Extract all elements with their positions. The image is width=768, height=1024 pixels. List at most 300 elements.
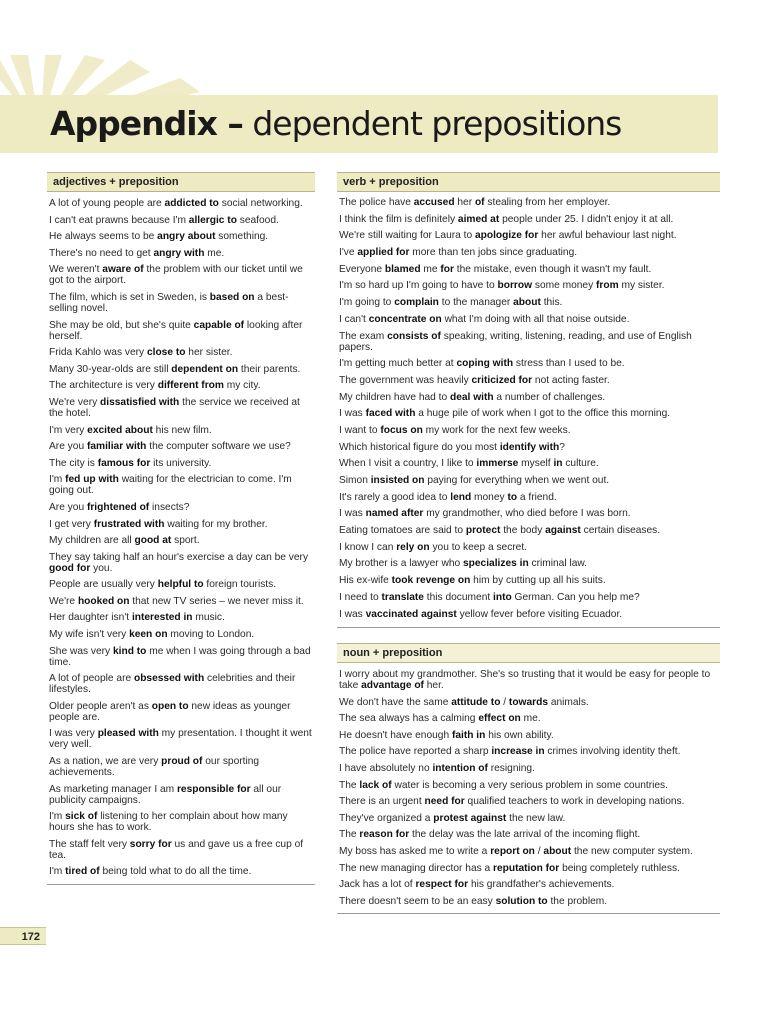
sentence-text: Jack has a lot of: [339, 879, 416, 891]
preposition-phrase: allergic to: [188, 214, 237, 226]
sentence-text: my grandmother, who died before I was born.: [423, 508, 631, 520]
preposition-phrase: obsessed with: [133, 673, 205, 685]
example-sentence: [337, 730, 720, 741]
preposition-phrase: about: [513, 297, 541, 309]
sentence-text: A lot of people are: [49, 673, 134, 685]
sentence-text: the service we received at the hotel.: [49, 396, 300, 419]
sentence-text: The film, which is set in Sweden, is: [49, 291, 210, 303]
sentence-text: waiting for my brother.: [164, 518, 268, 530]
sentence-text: this document: [423, 591, 494, 603]
sentence-text: I want to: [339, 424, 381, 436]
preposition-phrase: of: [474, 197, 485, 208]
example-sentence: [47, 380, 315, 391]
preposition-phrase: need for: [424, 796, 465, 808]
sentence-text: insects?: [149, 501, 190, 513]
preposition-phrase: faith in: [451, 729, 486, 741]
sentence-text: stealing from her employer.: [484, 197, 611, 208]
sentence-text: music.: [192, 612, 225, 624]
sentence-text: the delay was the late arrival of the incoming flight.: [409, 829, 641, 841]
example-sentence: [337, 829, 720, 840]
sentence-text: new ideas as younger people are.: [49, 700, 291, 723]
preposition-phrase: aimed at: [457, 213, 500, 225]
sentence-text: The staff felt very: [49, 838, 130, 850]
sentence-text: Older people aren't as: [49, 700, 152, 712]
preposition-phrase: angry with: [153, 247, 205, 259]
example-sentence: [47, 811, 315, 833]
example-sentence: [337, 697, 720, 708]
section-divider: [337, 913, 720, 914]
sentence-text: something.: [215, 231, 269, 243]
sentence-text: We're still waiting for Laura to: [339, 230, 475, 242]
sentence-text: all our publicity campaigns.: [49, 783, 282, 806]
sentence-text: that new TV series – we never miss it.: [129, 595, 304, 607]
example-sentence: [337, 230, 720, 241]
nouns-section: [337, 643, 720, 914]
sentence-text: I'm very: [49, 424, 88, 436]
preposition-phrase: aware of: [102, 264, 144, 276]
sentence-text: I can't eat prawns because I'm: [49, 214, 189, 226]
sentence-text: /: [534, 845, 544, 857]
sentence-text: his grandfather's achievements.: [468, 879, 615, 891]
example-sentence: [337, 575, 720, 586]
sentence-text: I'm going to: [339, 297, 395, 309]
sentence-text: her awful behaviour last night.: [538, 230, 677, 242]
preposition-phrase: apologize for: [474, 230, 539, 242]
sentence-text: foreign tourists.: [203, 579, 277, 591]
preposition-phrase: insisted on: [370, 475, 425, 486]
preposition-phrase: protest against: [433, 812, 507, 824]
nouns-heading: noun + preposition: [337, 643, 720, 663]
example-sentence: [47, 264, 315, 286]
sentence-text: the problem with our ticket until we got to the airport.: [49, 264, 303, 287]
example-sentence: [47, 198, 315, 209]
sentence-text: being completely ruthless.: [559, 862, 680, 874]
example-sentence: [337, 247, 720, 258]
example-sentence: [47, 231, 315, 242]
sentence-text: being told what to do all the time.: [99, 866, 252, 878]
sentence-text: The sea always has a calming: [339, 713, 479, 725]
example-sentence: [47, 519, 315, 530]
preposition-phrase: responsible for: [176, 783, 251, 795]
sentence-text: She may be old, but she's quite: [49, 319, 194, 331]
example-sentence: [337, 746, 720, 757]
sentence-text: Frida Kahlo was very: [49, 347, 147, 359]
sentence-text: My boss has asked me to write a: [339, 845, 491, 857]
sentence-text: There doesn't seem to be an easy: [339, 895, 496, 907]
sentence-text: As marketing manager I am: [49, 783, 177, 795]
example-sentence: [337, 475, 720, 486]
section-divider: [337, 627, 720, 628]
preposition-phrase: addicted to: [164, 198, 219, 209]
preposition-phrase: intention of: [432, 762, 488, 774]
example-sentence: [47, 673, 315, 695]
sentence-text: water is becoming a very serious problem in some countries.: [391, 779, 668, 791]
sentence-text: moving to London.: [167, 629, 255, 641]
sentence-text: When I visit a country, I like to: [339, 458, 477, 470]
preposition-phrase: lend: [450, 491, 472, 503]
preposition-phrase: about: [543, 845, 572, 857]
sentence-text: my presentation. I thought it went very well.: [49, 728, 312, 751]
sentence-text: my city.: [223, 380, 261, 392]
preposition-phrase: advantage of: [361, 680, 424, 691]
example-sentence: [337, 425, 720, 436]
preposition-phrase: solution to: [495, 895, 548, 907]
preposition-phrase: named after: [365, 508, 424, 520]
verbs-list: [337, 197, 720, 620]
sentence-text: We don't have the same: [339, 696, 452, 708]
sentence-text: The new managing director has a: [339, 862, 494, 874]
example-sentence: [337, 609, 720, 620]
example-sentence: [47, 347, 315, 358]
example-sentence: [337, 879, 720, 890]
preposition-phrase: accused: [413, 197, 455, 208]
preposition-phrase: interested in: [131, 612, 193, 624]
sentence-text: He doesn't have enough: [339, 729, 452, 741]
preposition-phrase: focus on: [380, 424, 423, 436]
example-sentence: [47, 596, 315, 607]
sentence-text: There's no need to get: [49, 247, 154, 259]
sentence-text: our sporting achievements.: [49, 756, 260, 779]
preposition-phrase: consists of: [387, 330, 441, 342]
preposition-phrase: good at: [134, 535, 172, 547]
preposition-phrase: angry about: [157, 231, 216, 243]
adjectives-section: [47, 172, 315, 885]
preposition-phrase: pleased with: [97, 728, 159, 740]
example-sentence: [337, 508, 720, 519]
preposition-phrase: applied for: [357, 247, 410, 259]
sentence-text: the mistake, even though it wasn't my fault.: [453, 263, 652, 275]
sentence-text: Simon: [339, 475, 371, 486]
sentence-text: qualified teachers to work in developing nations.: [464, 796, 685, 808]
example-sentence: [47, 579, 315, 590]
example-sentence: [337, 863, 720, 874]
sentence-text: I'm getting much better at: [339, 358, 457, 370]
sentence-text: me when I was going through a bad time.: [49, 645, 311, 668]
sentence-text: People are usually very: [49, 579, 158, 591]
example-sentence: [337, 796, 720, 807]
example-sentence: [47, 784, 315, 806]
sentence-text: my work for the next few weeks.: [422, 424, 571, 436]
adjectives-list: [47, 198, 315, 877]
sentence-text: He always seems to be: [49, 231, 158, 243]
page-title-rest: dependent prepositions: [242, 104, 622, 143]
preposition-phrase: attitude to: [451, 696, 501, 708]
example-sentence: [337, 375, 720, 386]
preposition-phrase: close to: [146, 347, 186, 359]
preposition-phrase: for: [440, 263, 454, 275]
sentence-text: Everyone: [339, 263, 385, 275]
example-sentence: [47, 364, 315, 375]
sentence-text: looking after herself.: [49, 319, 303, 342]
verbs-heading: verb + preposition: [337, 172, 720, 192]
sentence-text: celebrities and their lifestyles.: [49, 673, 296, 696]
sentence-text: paying for everything when we went out.: [424, 475, 610, 486]
example-sentence: [337, 813, 720, 824]
preposition-phrase: faced with: [365, 408, 416, 420]
preposition-phrase: sorry for: [129, 838, 172, 850]
sentence-text: criminal law.: [528, 558, 587, 570]
sentence-text: I need to: [339, 591, 382, 603]
sentence-text: The police have reported a sharp: [339, 746, 492, 758]
preposition-phrase: complain: [394, 297, 439, 309]
example-sentence: [47, 701, 315, 723]
sentence-text: her.: [423, 680, 444, 691]
sentence-text: what I'm doing with all that noise outside.: [441, 313, 630, 325]
example-sentence: [47, 248, 315, 259]
sentence-text: her sister.: [185, 347, 233, 359]
preposition-phrase: frustrated with: [93, 518, 165, 530]
example-sentence: [47, 535, 315, 546]
sentence-text: The police have: [339, 197, 414, 208]
sentence-text: a best-selling novel.: [49, 291, 289, 314]
preposition-phrase: tired of: [65, 866, 100, 878]
preposition-phrase: criticized for: [471, 374, 533, 386]
preposition-phrase: different from: [157, 380, 224, 392]
verbs-section: [337, 172, 720, 628]
preposition-phrase: translate: [381, 591, 424, 603]
example-sentence: [337, 214, 720, 225]
sentence-text: His ex-wife: [339, 575, 392, 587]
example-sentence: [337, 492, 720, 503]
sentence-text: us and gave us a free cup of tea.: [49, 838, 304, 861]
example-sentence: [337, 846, 720, 857]
example-sentence: [337, 408, 720, 419]
preposition-phrase: fed up with: [65, 474, 119, 486]
sentence-text: She was very: [49, 645, 113, 657]
example-sentence: [337, 525, 720, 536]
sentence-text: Are you: [49, 501, 87, 513]
preposition-phrase: identify with: [499, 441, 560, 453]
example-sentence: [47, 629, 315, 640]
preposition-phrase: based on: [209, 291, 255, 303]
sentence-text: this.: [540, 297, 563, 309]
page-number: 172: [0, 927, 46, 945]
example-sentence: [337, 392, 720, 403]
example-sentence: [47, 866, 315, 877]
sentence-text: They've organized a: [339, 812, 434, 824]
sentence-text: My children are all: [49, 535, 135, 547]
sentence-text: his new film.: [152, 424, 212, 436]
example-sentence: [47, 839, 315, 861]
example-sentence: [47, 646, 315, 668]
preposition-phrase: in: [553, 458, 563, 470]
sentence-text: to the manager: [438, 297, 514, 309]
sentence-text: their parents.: [238, 363, 301, 375]
preposition-phrase: against: [545, 525, 581, 537]
sentence-text: Many 30-year-olds are still: [49, 363, 172, 375]
example-sentence: [337, 896, 720, 907]
sentence-text: myself: [518, 458, 554, 470]
nouns-list: [337, 669, 720, 907]
sentence-text: The exam: [339, 330, 388, 342]
preposition-phrase: good for: [49, 562, 91, 574]
sentence-text: I have absolutely no: [339, 762, 433, 774]
example-sentence: [337, 713, 720, 724]
sentence-text: A lot of young people are: [49, 198, 165, 209]
example-sentence: [47, 474, 315, 496]
preposition-phrase: rely on: [396, 541, 430, 553]
sentence-text: you to keep a secret.: [429, 541, 528, 553]
preposition-phrase: vaccinated against: [365, 608, 457, 620]
sentence-text: My children have had to: [339, 391, 450, 403]
sentence-text: I was: [339, 408, 366, 420]
example-sentence: [47, 320, 315, 342]
example-sentence: [337, 458, 720, 469]
example-sentence: [47, 552, 315, 574]
sentence-text: resigning.: [487, 762, 535, 774]
preposition-phrase: to: [507, 491, 518, 503]
sentence-text: a number of challenges.: [493, 391, 606, 403]
sentence-text: social networking.: [218, 198, 303, 209]
sentence-text: crimes involving identity theft.: [544, 746, 681, 758]
sentence-text: I'm: [49, 474, 66, 486]
sentence-text: culture.: [562, 458, 599, 470]
example-sentence: [337, 331, 720, 353]
preposition-phrase: from: [596, 280, 619, 292]
preposition-phrase: helpful to: [157, 579, 204, 591]
sentence-text: a huge pile of work when I got to the office this morning.: [415, 408, 671, 420]
preposition-phrase: famous for: [97, 457, 151, 469]
sentence-text: They say taking half an hour's exercise a day can be very: [49, 551, 309, 563]
preposition-phrase: specializes in: [463, 558, 529, 570]
sentence-text: I was: [339, 608, 366, 620]
preposition-phrase: increase in: [491, 746, 545, 758]
example-sentence: [337, 442, 720, 453]
sentence-text: some money: [532, 280, 597, 292]
sentence-text: certain diseases.: [580, 525, 661, 537]
preposition-phrase: kind to: [112, 645, 147, 657]
sentence-text: stress than I used to be.: [513, 358, 625, 370]
sentence-text: people under 25. I didn't enjoy it at all.: [499, 213, 674, 225]
sentence-text: Which historical figure do you most: [339, 441, 500, 453]
sentence-text: Eating tomatoes are said to: [339, 525, 466, 537]
sentence-text: her: [454, 197, 475, 208]
preposition-phrase: respect for: [415, 879, 469, 891]
preposition-phrase: report on: [490, 845, 535, 857]
sentence-text: more than ten jobs since graduating.: [409, 247, 578, 259]
sentence-text: sport.: [171, 535, 200, 547]
example-sentence: [337, 297, 720, 308]
sentence-text: not acting faster.: [532, 374, 610, 386]
sentence-text: I was very: [49, 728, 98, 740]
example-sentence: [47, 292, 315, 314]
preposition-phrase: lack of: [359, 779, 392, 791]
sentence-text: animals.: [547, 696, 589, 708]
preposition-phrase: took revenge on: [391, 575, 471, 587]
sentence-text: The government was heavily: [339, 374, 472, 386]
sentence-text: The: [339, 829, 360, 841]
preposition-phrase: excited about: [87, 424, 153, 436]
example-sentence: [337, 763, 720, 774]
sentence-text: me.: [520, 713, 541, 725]
example-sentence: [337, 780, 720, 791]
preposition-phrase: protect: [465, 525, 501, 537]
sentence-text: the body: [500, 525, 546, 537]
section-divider: [47, 884, 315, 885]
sentence-text: me: [420, 263, 441, 275]
preposition-phrase: hooked on: [77, 595, 130, 607]
sentence-text: I'm so hard up I'm going to have to: [339, 280, 498, 292]
sentence-text: you.: [90, 562, 113, 574]
example-sentence: [337, 314, 720, 325]
preposition-phrase: borrow: [497, 280, 533, 292]
sentence-text: I get very: [49, 518, 94, 530]
page-title-bold: Appendix –: [50, 104, 243, 143]
sentence-text: I think the film is definitely: [339, 213, 458, 225]
sentence-text: The: [339, 779, 360, 791]
adjectives-heading: adjectives + preposition: [47, 172, 315, 192]
sentence-text: listening to her complain about how many hours she has to work.: [49, 811, 288, 834]
example-sentence: [47, 441, 315, 452]
sentence-text: the problem.: [547, 895, 608, 907]
example-sentence: [337, 264, 720, 275]
sentence-text: yellow fever before visiting Ecuador.: [456, 608, 623, 620]
preposition-phrase: capable of: [193, 319, 245, 331]
sentence-text: I've: [339, 247, 358, 259]
sentence-text: my sister.: [618, 280, 665, 292]
preposition-phrase: familiar with: [86, 441, 147, 453]
preposition-phrase: dependent on: [171, 363, 239, 375]
sentence-text: We're very: [49, 396, 101, 408]
sentence-text: I can't: [339, 313, 369, 325]
sentence-text: /: [500, 696, 509, 708]
sentence-text: I worry about my grandmother. She's so trusting that it would be easy for people to take: [339, 669, 711, 691]
preposition-phrase: reputation for: [493, 862, 560, 874]
preposition-phrase: blamed: [384, 263, 421, 275]
preposition-phrase: keen on: [129, 629, 168, 641]
preposition-phrase: effect on: [478, 713, 521, 725]
example-sentence: [47, 612, 315, 623]
example-sentence: [337, 669, 720, 691]
preposition-phrase: coping with: [456, 358, 514, 370]
sentence-text: I know I can: [339, 541, 397, 553]
sentence-text: We're: [49, 595, 78, 607]
sentence-text: the computer software we use?: [146, 441, 291, 453]
example-sentence: [47, 215, 315, 226]
example-sentence: [337, 358, 720, 369]
example-sentence: [47, 728, 315, 750]
sentence-text: his own ability.: [485, 729, 554, 741]
sentence-text: I'm: [49, 811, 66, 823]
sentence-text: seafood.: [236, 214, 279, 226]
sentence-text: its university.: [150, 457, 212, 469]
sentence-text: the new computer system.: [571, 845, 693, 857]
sentence-text: It's rarely a good idea to: [339, 491, 451, 503]
sentence-text: My wife isn't very: [49, 629, 130, 641]
preposition-phrase: sick of: [65, 811, 98, 823]
sentence-text: There is an urgent: [339, 796, 425, 808]
example-sentence: [47, 425, 315, 436]
sentence-text: We weren't: [49, 264, 103, 276]
page-title: [50, 104, 621, 143]
preposition-phrase: into: [493, 591, 512, 603]
sentence-text: ?: [559, 441, 565, 453]
sentence-text: The architecture is very: [49, 380, 158, 392]
sentence-text: As a nation, we are very: [49, 756, 162, 768]
sentence-text: money: [471, 491, 508, 503]
sentence-text: a friend.: [517, 491, 557, 503]
preposition-phrase: dissatisfied with: [100, 396, 180, 408]
sentence-text: My brother is a lawyer who: [339, 558, 463, 570]
example-sentence: [337, 280, 720, 291]
sentence-text: Her daughter isn't: [49, 612, 132, 624]
preposition-phrase: open to: [151, 700, 189, 712]
example-sentence: [47, 458, 315, 469]
sentence-text: The city is: [49, 457, 98, 469]
sentence-text: speaking, writing, listening, reading, and use of English papers.: [339, 330, 692, 353]
example-sentence: [337, 592, 720, 603]
preposition-phrase: immerse: [476, 458, 519, 470]
